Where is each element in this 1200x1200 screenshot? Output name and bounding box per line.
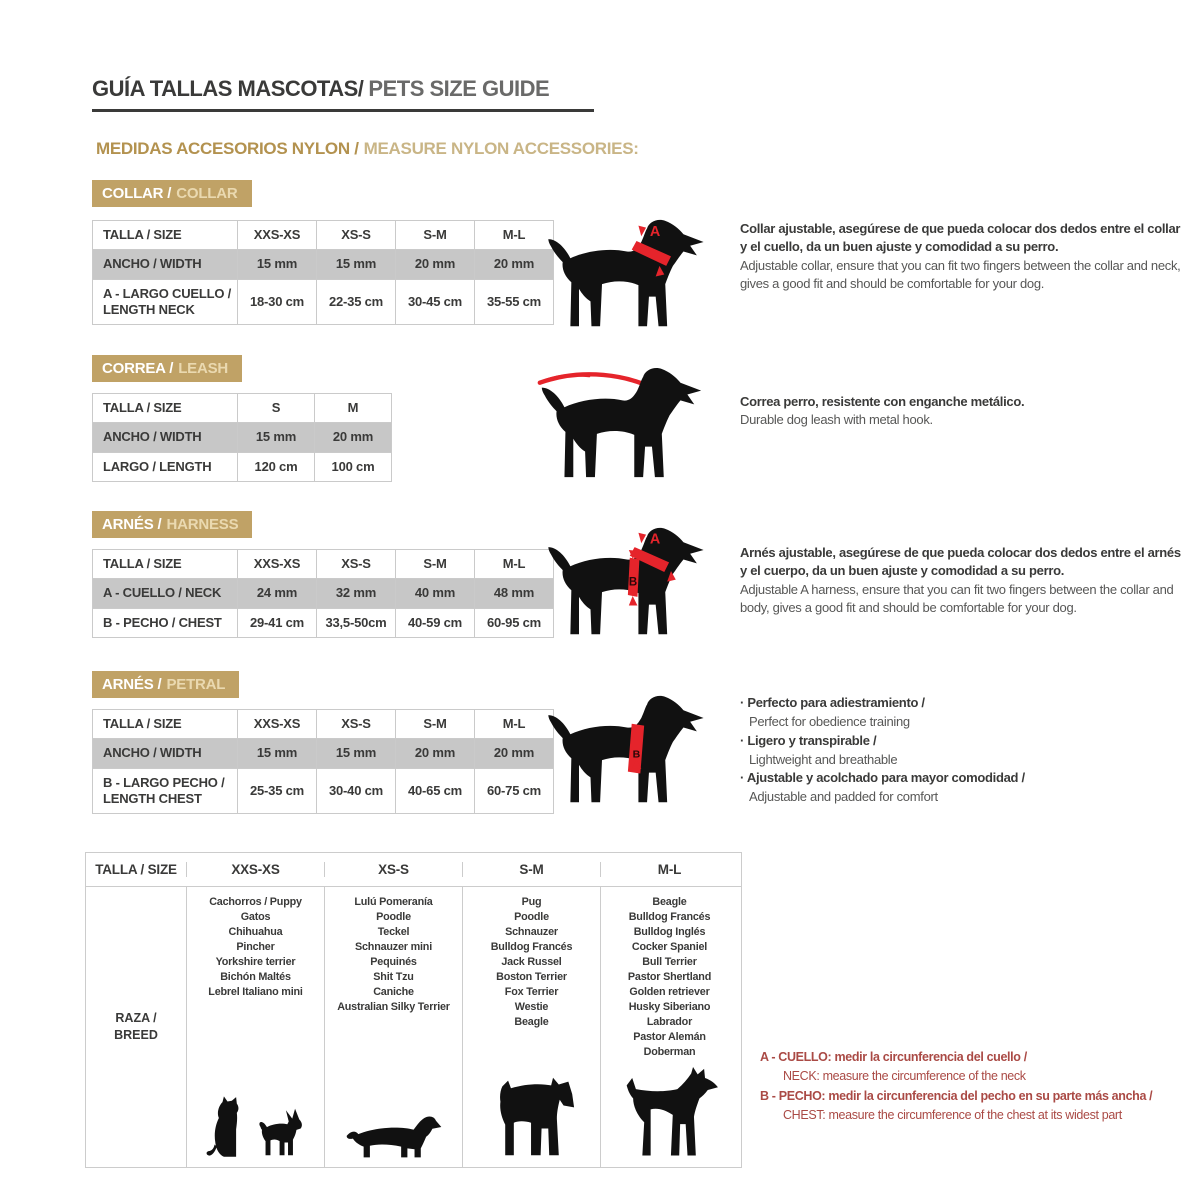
breed-column-s-m [462, 887, 600, 1167]
table-cell: 40-65 cm [396, 768, 475, 814]
harness-desc-es: Arnés ajustable, asegúrese de que pueda colocar dos dedos entre el arnés y el cuerpo, da un buen ajuste y comodidad a su perro. [740, 545, 1181, 579]
table-cell: 15 mm [317, 739, 396, 768]
table-cell: 25-35 cm [238, 768, 317, 814]
feature-es: · Perfecto para adiestramiento / [740, 694, 1188, 713]
marker-a-label: A [649, 224, 661, 241]
breed-item: Westie [514, 1001, 549, 1013]
subtitle-en: MEASURE NYLON ACCESSORIES: [363, 139, 639, 158]
row-label: LARGO / LENGTH [93, 452, 238, 481]
feature-en: Adjustable and padded for comfort [749, 789, 938, 805]
breed-item: Chihuahua [228, 926, 283, 938]
page-title-en: PETS SIZE GUIDE [368, 76, 550, 101]
petral-feature-list [740, 694, 1188, 807]
table-cell: 30-45 cm [396, 279, 475, 325]
row-label: ANCHO / WIDTH [93, 250, 238, 279]
breed-row-label: RAZA / BREED [114, 1010, 158, 1042]
header-cell: M [315, 394, 392, 423]
breed-item: Labrador [646, 1016, 693, 1028]
header-cell: XXS-XS [238, 710, 317, 739]
header-cell: XS-S [317, 550, 396, 579]
note-b-en: CHEST: measure the circumference of the chest at its widest part [783, 1108, 1122, 1123]
header-cell: XS-S [317, 221, 396, 250]
breed-item: Bulldog Francés [490, 941, 573, 953]
table-cell: 20 mm [475, 250, 554, 279]
silhouette-row [187, 1095, 324, 1167]
silhouette-row [325, 1109, 462, 1167]
table-header-row [93, 710, 554, 739]
breed-item: Schnauzer mini [355, 941, 432, 953]
dog-silhouette [548, 220, 703, 326]
silhouette-row [463, 1073, 600, 1167]
schnauzer-silhouette [486, 1073, 578, 1161]
table-cell: 15 mm [238, 250, 317, 279]
table-cell: 20 mm [315, 423, 392, 452]
dog-silhouette [542, 368, 701, 477]
table-cell: 15 mm [238, 739, 317, 768]
breed-table-body [86, 887, 741, 1167]
harness-desc-en: Adjustable A harness, ensure that you can fit two fingers between the collar and body, gives a good fit and should be comfortable for your dog. [740, 581, 1174, 616]
measuring-notes [760, 1048, 1200, 1126]
chihuahua-silhouette [255, 1103, 307, 1161]
header-cell: TALLA / SIZE [93, 550, 238, 579]
table-cell: 20 mm [396, 250, 475, 279]
header-cell: XS-S [317, 710, 396, 739]
dog-silhouette [548, 696, 703, 802]
note-a-en: NECK: measure the circumference of the neck [783, 1069, 1026, 1084]
breed-item: Poodle [376, 911, 411, 923]
breed-item: Gatos [240, 911, 271, 923]
header-cell: TALLA / SIZE [95, 862, 177, 877]
petral-dog-illustration [535, 694, 715, 809]
header-cell: S-M [396, 221, 475, 250]
feature-es: · Ligero y transpirable / [740, 732, 1188, 751]
feature-es: · Ajustable y acolchado para mayor comodidad / [740, 769, 1188, 788]
table-cell: 15 mm [317, 250, 396, 279]
header-cell: XXS-XS [186, 862, 324, 877]
breed-item: Caniche [373, 986, 414, 998]
breed-item: Cocker Spaniel [631, 941, 708, 953]
table-row [93, 250, 554, 279]
breed-column-m-l [600, 887, 738, 1167]
table-cell: 20 mm [396, 739, 475, 768]
table-row [93, 452, 392, 481]
petral-size-table [92, 709, 554, 814]
breed-table [85, 852, 742, 1168]
header-cell: TALLA / SIZE [93, 221, 238, 250]
header-cell: M-L [475, 221, 554, 250]
breed-item: Lebrel Italiano mini [208, 986, 303, 998]
header-cell: M-L [600, 862, 738, 877]
table-cell: 40-59 cm [396, 608, 475, 637]
leash-size-table [92, 393, 392, 482]
breed-item: Australian Silky Terrier [337, 1001, 450, 1013]
cat-silhouette [205, 1095, 250, 1161]
header-cell: TALLA / SIZE [93, 710, 238, 739]
page-title [92, 76, 594, 112]
collar-desc-es: Collar ajustable, asegúrese de que pueda colocar dos dedos entre el collar y el cuello, da un buen ajuste y comodidad a su perro. [740, 221, 1181, 255]
table-cell: 120 cm [238, 452, 315, 481]
table-row [93, 768, 554, 814]
marker-b-label: B [632, 748, 641, 761]
table-row [93, 279, 554, 325]
harness-description [740, 544, 1188, 618]
table-row [93, 739, 554, 768]
table-cell: 15 mm [238, 423, 315, 452]
table-cell: 35-55 cm [475, 279, 554, 325]
breed-column-xxs-xs [186, 887, 324, 1167]
note-b-es: B - PECHO: medir la circunferencia del pecho en su parte más ancha / [760, 1088, 1153, 1103]
table-cell: 100 cm [315, 452, 392, 481]
table-cell: 20 mm [475, 739, 554, 768]
dog-silhouette [548, 528, 703, 634]
harness-badge [92, 511, 252, 538]
petral-badge [92, 671, 239, 698]
breed-item: Cachorros / Puppy [209, 896, 302, 908]
row-label: B - LARGO PECHO / LENGTH CHEST [93, 768, 238, 814]
row-label: A - CUELLO / NECK [93, 579, 238, 608]
collar-dog-illustration [535, 218, 715, 333]
header-cell: XXS-XS [238, 221, 317, 250]
breed-item: Pastor Shertland [627, 971, 712, 983]
breed-item: Husky Siberiano [628, 1001, 711, 1013]
feature-en: Perfect for obedience training [749, 713, 910, 729]
table-cell: 60-95 cm [475, 608, 554, 637]
header-cell: S-M [396, 550, 475, 579]
breed-item: Bulldog Francés [628, 911, 711, 923]
breed-item: Yorkshire terrier [215, 956, 296, 968]
row-label: ANCHO / WIDTH [93, 739, 238, 768]
breed-item: Pastor Alemán [633, 1031, 706, 1043]
table-cell: 22-35 cm [317, 279, 396, 325]
header-cell: S-M [462, 862, 600, 877]
note-a-es: A - CUELLO: medir la circunferencia del cuello / [760, 1050, 1027, 1064]
breed-item: Fox Terrier [504, 986, 559, 998]
table-header-row [93, 394, 392, 423]
header-cell: S-M [396, 710, 475, 739]
collar-badge-es: COLLAR / [102, 185, 172, 202]
table-cell: 24 mm [238, 579, 317, 608]
table-cell: 18-30 cm [238, 279, 317, 325]
table-cell: 32 mm [317, 579, 396, 608]
leash-desc-es: Correa perro, resistente con enganche metálico. [740, 394, 1025, 409]
table-cell: 48 mm [475, 579, 554, 608]
breed-column-xs-s [324, 887, 462, 1167]
feature-en: Lightweight and breathable [749, 751, 898, 767]
collar-badge [92, 180, 252, 207]
table-cell: 30-40 cm [317, 768, 396, 814]
petral-badge-es: ARNÉS / [102, 676, 162, 693]
table-cell: 40 mm [396, 579, 475, 608]
row-label: B - PECHO / CHEST [93, 608, 238, 637]
section-subtitle [96, 139, 639, 159]
table-header-row [93, 221, 554, 250]
marker-b-label: B [628, 576, 638, 589]
harness-dog-illustration [535, 526, 715, 641]
breed-item: Beagle [652, 896, 687, 908]
collar-size-table [92, 220, 554, 325]
breed-table-header [86, 853, 741, 887]
breed-item: Bichón Maltés [220, 971, 291, 983]
dachshund-silhouette [344, 1109, 444, 1161]
breed-item: Shit Tzu [373, 971, 414, 983]
breed-item: Pequinés [370, 956, 417, 968]
table-cell: 33,5-50cm [317, 608, 396, 637]
header-cell: XXS-XS [238, 550, 317, 579]
silhouette-row [601, 1067, 738, 1167]
header-cell: M-L [475, 710, 554, 739]
leash-badge-es: CORREA / [102, 360, 174, 377]
header-cell: TALLA / SIZE [93, 394, 238, 423]
leash-badge [92, 355, 242, 382]
collar-description [740, 220, 1188, 294]
table-cell: 29-41 cm [238, 608, 317, 637]
breed-item: Pincher [236, 941, 275, 953]
harness-size-table [92, 549, 554, 638]
marker-a-label: A [649, 531, 661, 548]
breed-item: Poodle [514, 911, 549, 923]
collar-badge-en: COLLAR [176, 185, 238, 202]
breed-item: Pug [521, 896, 542, 908]
breed-item: Beagle [514, 1016, 549, 1028]
leash-desc-en: Durable dog leash with metal hook. [740, 412, 933, 428]
header-cell: M-L [475, 550, 554, 579]
breed-item: Jack Russel [501, 956, 562, 968]
breed-item: Boston Terrier [496, 971, 567, 983]
doberman-silhouette [618, 1067, 722, 1161]
petral-badge-en: PETRAL [166, 676, 226, 693]
breed-item: Golden retriever [629, 986, 710, 998]
table-row [93, 608, 554, 637]
collar-desc-en: Adjustable collar, ensure that you can fit two fingers between the collar and neck, gives a good fit and should be comfortable for your dog. [740, 257, 1181, 292]
harness-badge-en: HARNESS [166, 516, 239, 533]
arrow-up-icon [629, 596, 638, 606]
leash-dog-illustration [528, 366, 713, 484]
table-cell: 60-75 cm [475, 768, 554, 814]
breed-item: Teckel [377, 926, 410, 938]
table-row [93, 423, 392, 452]
harness-badge-es: ARNÉS / [102, 516, 162, 533]
row-label: A - LARGO CUELLO / LENGTH NECK [93, 279, 238, 325]
leash-description [740, 393, 1188, 430]
table-row [93, 579, 554, 608]
header-cell: XS-S [324, 862, 462, 877]
breed-item: Bull Terrier [642, 956, 697, 968]
breed-item: Doberman [643, 1046, 696, 1058]
breed-item: Schnauzer [505, 926, 558, 938]
page-title-es: GUÍA TALLAS MASCOTAS/ [92, 76, 364, 101]
header-cell: S [238, 394, 315, 423]
row-label: ANCHO / WIDTH [93, 423, 238, 452]
breed-item: Lulú Pomeranía [354, 896, 433, 908]
breed-item: Bulldog Inglés [633, 926, 706, 938]
leash-badge-en: LEASH [178, 360, 229, 377]
table-header-row [93, 550, 554, 579]
subtitle-es: MEDIDAS ACCESORIOS NYLON / [96, 139, 359, 158]
